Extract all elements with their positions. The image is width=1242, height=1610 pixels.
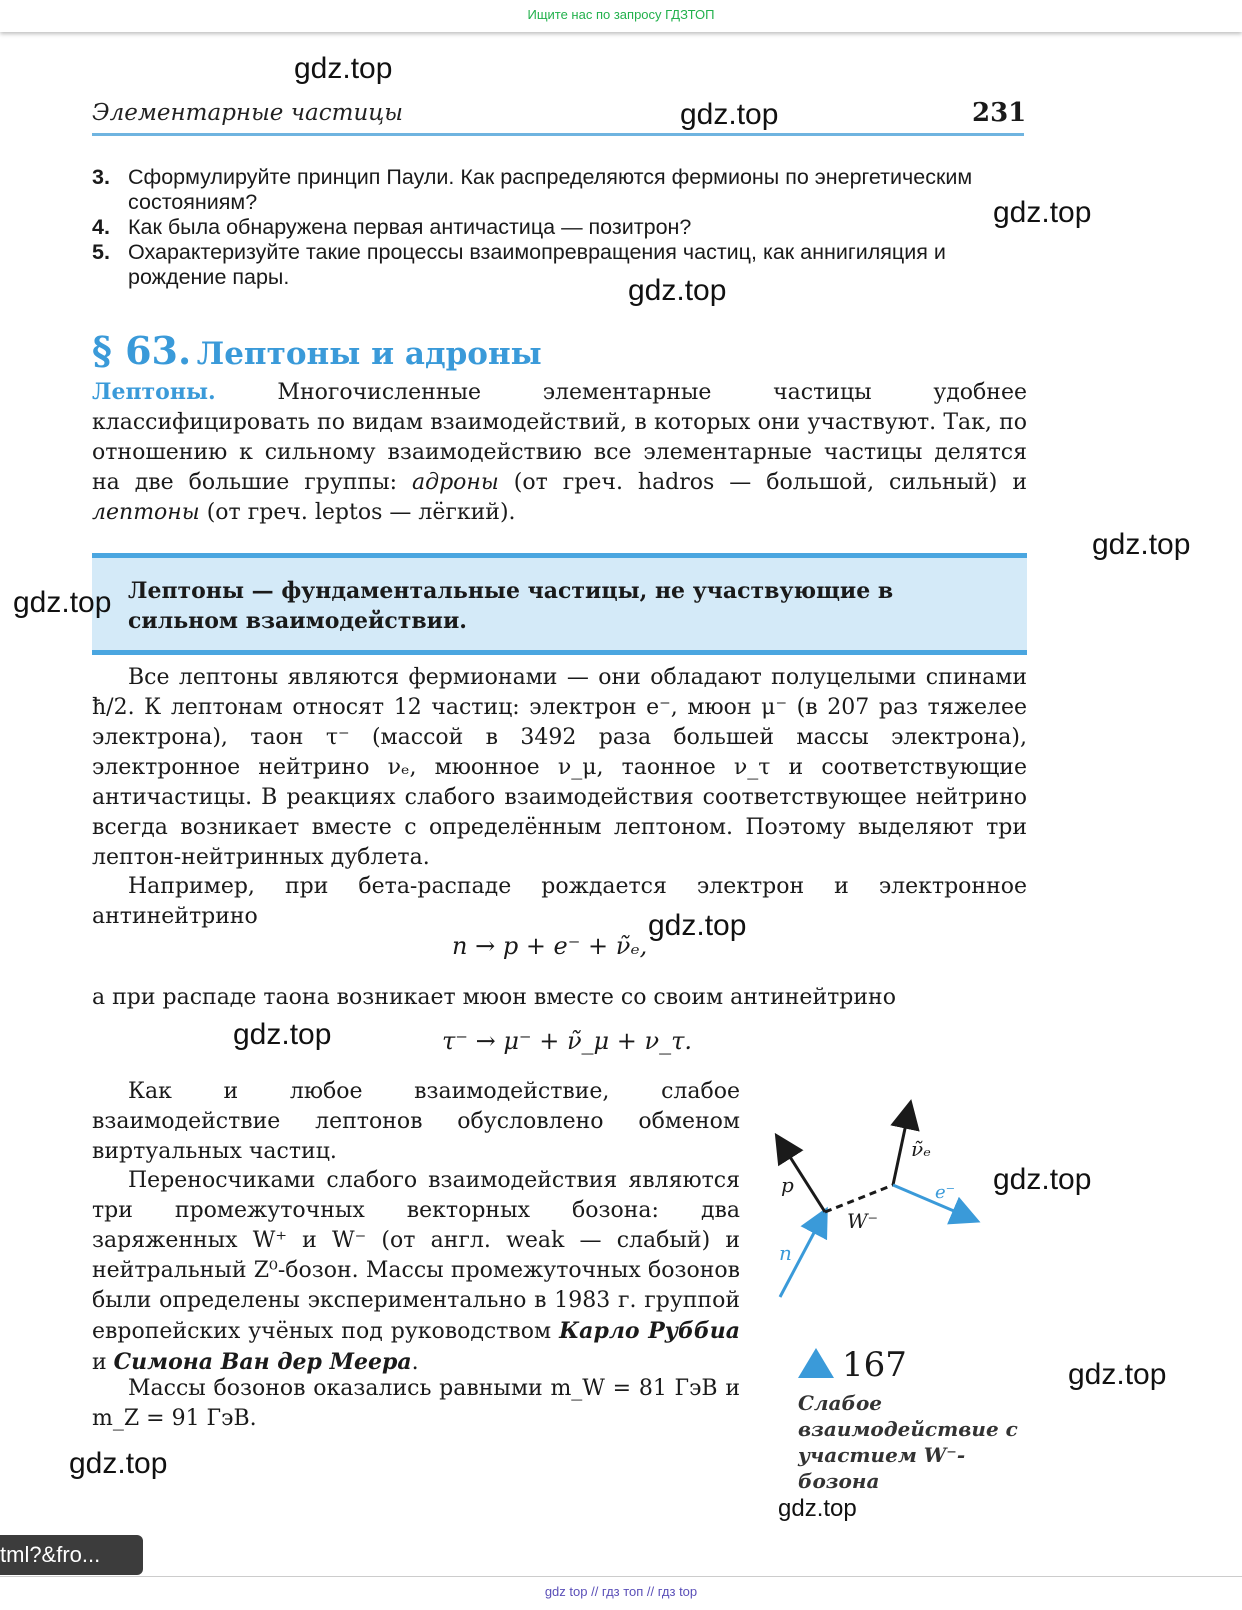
watermark: gdz.top xyxy=(294,52,393,85)
definition-text: Лептоны — фундаментальные частицы, не участвующие в сильном взаимодействии. xyxy=(128,578,894,634)
footer-links[interactable]: gdz top // гдз топ // гдз top xyxy=(544,1584,698,1599)
scientist-name: Карло Руббиа xyxy=(559,1318,740,1344)
watermark: gdz.top xyxy=(1092,528,1191,561)
watermark: gdz.top xyxy=(13,586,112,619)
antineutrino-line xyxy=(893,1105,910,1185)
footer-divider xyxy=(0,1576,1242,1577)
definition-box xyxy=(92,553,1027,655)
w-boson-line xyxy=(825,1185,893,1212)
watermark: gdz.top xyxy=(680,98,779,131)
taon-decay-formula: τ⁻ → μ⁻ + ν̃_μ + ν_τ. xyxy=(442,1027,692,1055)
masses-paragraph: Массы бозонов оказались равными m_W = 81 ГэВ и m_Z = 91 ГэВ. xyxy=(92,1376,740,1431)
figure-caption: Слабое взаимодействие с участием W⁻-бозона xyxy=(798,1391,1018,1493)
running-header-title: Элементарные частицы xyxy=(92,100,404,126)
scientist-name: Симона Ван дер Меера xyxy=(113,1349,412,1375)
watermark: gdz.top xyxy=(1068,1358,1167,1391)
carriers-text: и xyxy=(92,1350,107,1375)
intro-text: (от греч. leptos — лёгкий). xyxy=(206,500,516,525)
question-number: 5. xyxy=(92,240,110,264)
question-text: Сформулируйте принцип Паули. Как распределяются фермионы по энергетическим состояниям? xyxy=(128,165,973,214)
top-banner[interactable]: Ищите нас по запросу ГДЗТОП xyxy=(0,0,1242,32)
watermark: gdz.top xyxy=(233,1018,332,1051)
leptons-paragraph: Все лептоны являются фермионами — они обладают полуцелыми спинами ħ/2. К лептонам относят 12 частиц: электрон e⁻, мюон μ⁻ (в 207 раз тяжелее электрона), таон τ⁻ (массой в 3492 раза большей массы электрона), электронное нейтрино νₑ, мюонное ν_μ, таонное ν_τ и соответствующие античастицы. В реакциях слабого взаимодействия соответствующее нейтрино всегда возникает вместе с определённым лептоном. Поэтому выделяют три лептон-нейтринных дублета. xyxy=(92,665,1027,870)
question-number: 4. xyxy=(92,215,110,239)
section-heading xyxy=(92,328,542,373)
watermark: gdz.top xyxy=(69,1447,168,1480)
section-number: § 63. xyxy=(92,328,192,373)
label-w: W⁻ xyxy=(847,1209,879,1233)
triangle-icon xyxy=(798,1348,834,1378)
carriers-paragraph xyxy=(92,1166,740,1378)
question-item xyxy=(92,240,1027,290)
beta-paragraph: Например, при бета-распаде рождается электрон и электронное антинейтрино xyxy=(92,874,1027,929)
section-title: Лептоны и адроны xyxy=(196,336,542,372)
carriers-text: Переносчиками слабого взаимодействия являются три промежуточных векторных бозона: два заряженных W⁺ и W⁻ (от англ. weak — слабый) и нейтральный Z⁰-бозон. Массы промежуточных бозонов были определены экспериментально в 1983 г. группой европейских учёных под руководством xyxy=(92,1168,740,1344)
watermark: gdz.top xyxy=(993,196,1092,229)
question-text: Охарактеризуйте такие процессы взаимопревращения частиц, как аннигиляция и рождение пары. xyxy=(128,240,946,289)
label-antineutrino: ν̃ₑ xyxy=(911,1137,931,1161)
label-electron: e⁻ xyxy=(935,1182,956,1203)
label-n: n xyxy=(779,1241,792,1265)
url-tooltip[interactable]: tml?&fro... xyxy=(0,1535,143,1575)
figure-number-text: 167 xyxy=(842,1345,907,1385)
header-divider xyxy=(92,133,1024,136)
carriers-text: . xyxy=(411,1350,419,1375)
intro-text: (от греч. hadros — большой, сильный) и xyxy=(513,470,1028,495)
question-item xyxy=(92,165,1027,215)
term-leptons: лептоны xyxy=(92,500,200,525)
label-p: p xyxy=(781,1173,794,1197)
paragraph-lead: Лептоны. xyxy=(92,379,216,405)
question-item xyxy=(92,215,1027,240)
intro-paragraph xyxy=(92,377,1027,528)
taon-paragraph: а при распаде таона возникает мюон вместе со своим антинейтрино xyxy=(92,985,896,1010)
watermark: gdz.top xyxy=(628,274,727,307)
question-text: Как была обнаружена первая античастица — позитрон? xyxy=(128,215,692,239)
watermark: gdz.top xyxy=(778,1495,857,1522)
beta-decay-formula: n → p + e⁻ + ν̃ₑ, xyxy=(452,932,648,960)
review-questions xyxy=(92,165,1027,290)
electron-line xyxy=(893,1185,975,1220)
page-number: 231 xyxy=(972,98,1027,128)
term-hadrons: адроны xyxy=(412,470,499,495)
feynman-diagram xyxy=(779,1120,1035,1370)
watermark: gdz.top xyxy=(993,1163,1092,1196)
question-number: 3. xyxy=(92,165,110,189)
watermark: gdz.top xyxy=(648,909,747,942)
figure-number xyxy=(798,1345,907,1385)
exchange-paragraph: Как и любое взаимодействие, слабое взаимодействие лептонов обусловлено обменом виртуальных частиц. xyxy=(92,1079,740,1164)
intro-text: Многочисленные элементарные частицы удобнее классифицировать по видам взаимодействий, в которых они участвуют. Так, по отношению к сильному взаимодействию все элементарные частицы делятся на две большие группы: xyxy=(92,380,1027,495)
